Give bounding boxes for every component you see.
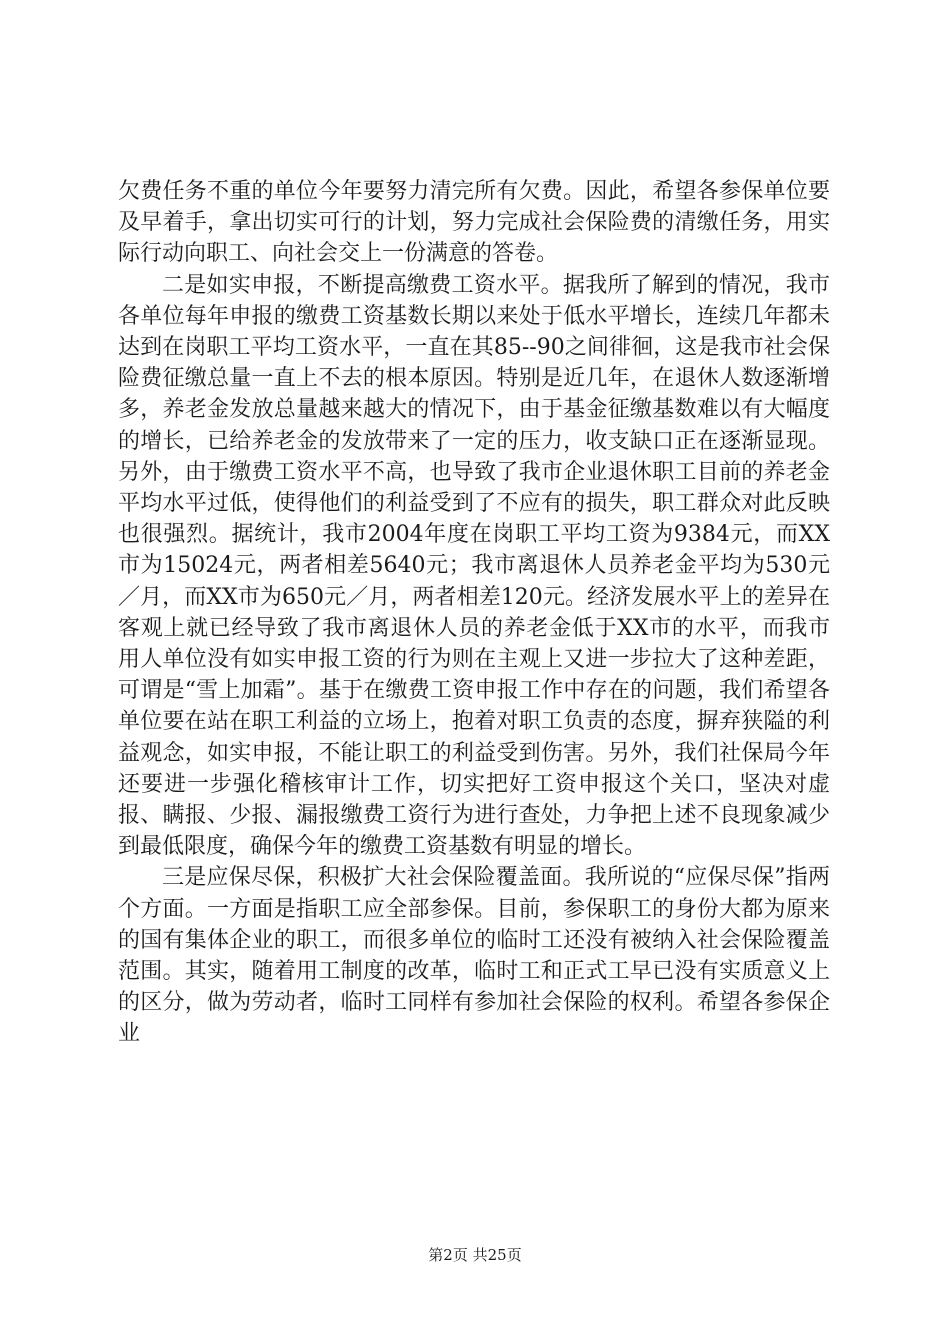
paragraph-1: 欠费任务不重的单位今年要努力清完所有欠费。因此，希望各参保单位要及早着手，拿出切实可行的计划，努力完成社会保险费的清缴任务，用实际行动向职工、向社会交上一份满意的答卷。 [118,179,830,267]
paragraph-3: 三是应保尽保，积极扩大社会保险覆盖面。我所说的“应保尽保”指两个方面。一方面是指职工应全部参保。目前，参保职工的身份大都为原来的国有集体企业的职工，而很多单位的临时工还没有被纳入社会保险覆盖范围。其实，随着用工制度的改革，临时工和正式工早已没有实质意义上的区分，做为劳动者，临时工同样有参加社会保险的权利。希望各参保企业 [118,865,830,1047]
paragraph-2: 二是如实申报，不断提高缴费工资水平。据我所了解到的情况，我市各单位每年申报的缴费工资基数长期以来处于低水平增长，连续几年都未达到在岗职工平均工资水平，一直在其85--90之间徘徊，这是我市社会保险费征缴总量一直上不去的根本原因。特别是近几年，在退休人数逐渐增多，养老金发放总量越来越大的情况下，由于基金征缴基数难以有大幅度的增长，已给养老金的发放带来了一定的压力，收支缺口正在逐渐显现。另外，由于缴费工资水平不高，也导致了我市企业退休职工目前的养老金平均水平过低，使得他们的利益受到了不应有的损失，职工群众对此反映也很强烈。据统计，我市2004年度在岗职工平均工资为9384元，而XX市为15024元，两者相差5640元；我市离退休人员养老金平均为530元／月，而XX市为650元／月，两者相差120元。经济发展水平上的差异在客观上就已经导致了我市离退休人员的养老金低于XX市的水平，而我市用人单位没有如实申报工资的行为则在主观上又进一步拉大了这种差距，可谓是“雪上加霜”。基于在缴费工资申报工作中存在的问题，我们希望各单位要在站在职工利益的立场上，抱着对职工负责的态度，摒弃狭隘的利益观念，如实申报，不能让职工的利益受到伤害。另外，我们社保局今年还要进一步强化稽核审计工作，切实把好工资申报这个关口，坚决对虚报、瞒报、少报、漏报缴费工资行为进行查处，力争把上述不良现象减少到最低限度，确保今年的缴费工资基数有明显的增长。 [118,272,830,860]
document-body [118,176,830,1050]
page-number-footer: 第2页 共25页 [428,1246,522,1264]
